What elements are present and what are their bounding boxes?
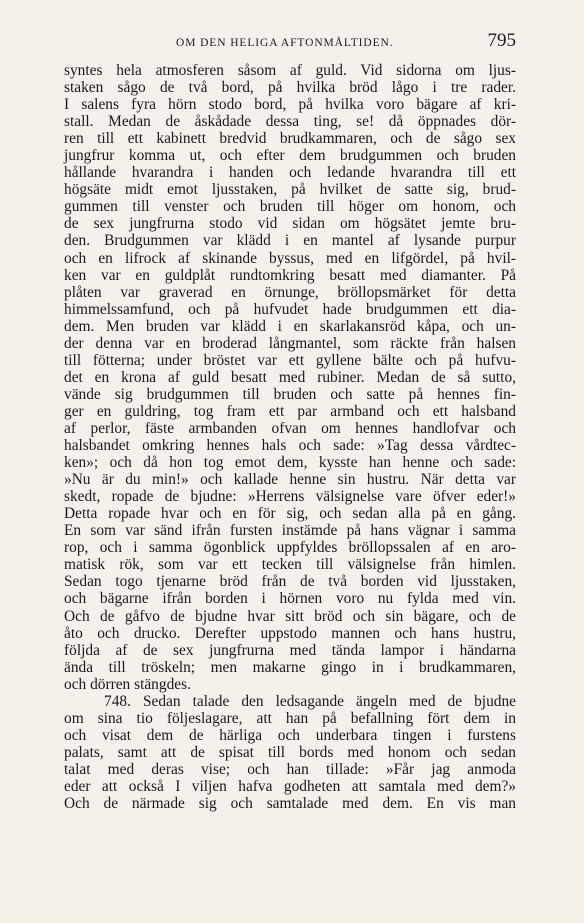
text-line: matisk rök, som var ett tecken till välsignelse från himlen. — [64, 556, 516, 574]
text-line: följda af de sex jungfrurna med tända lampor i händarna — [64, 641, 516, 659]
text-line: halsbandet omkring hennes hals och sade: »Tag dessa vårdtec- — [64, 437, 516, 455]
text-line: och bägarne ifrån borden i hörnen voro nu fylda med vin. — [64, 590, 516, 608]
text-line: Och de gåfvo de bjudne hvar sitt bröd och sin bägare, och de — [64, 607, 516, 625]
text-line: himmelssamfund, och på hufvudet hade brudgummen ett dia- — [64, 300, 516, 318]
text-line: 748. Sedan talade den ledsagande ängeln med de bjudne — [104, 692, 516, 710]
text-line: ken var en guldplåt rundtomkring besatt med diamanter. På — [64, 266, 516, 284]
text-line: och visat dem de härliga och underbara tingen i furstens — [64, 726, 516, 744]
text-line: Och de närmade sig och samtalade med dem. En vis man — [64, 795, 516, 813]
text-line: der denna var en broderad långmantel, som räckte från halsen — [64, 334, 516, 352]
text-line: En som var sänd ifrån fursten instämde på hans vägnar i samma — [64, 522, 516, 540]
text-line: syntes hela atmosferen såsom af guld. Vid sidorna om ljus- — [64, 62, 516, 79]
page-header — [64, 30, 516, 54]
text-line: palats, samt att de spisat till bords med honom och sedan — [64, 743, 516, 761]
text-line: ända till tröskeln; men makarne gingo in i brudkammaren, — [64, 658, 516, 676]
text-line: I salens fyra hörn stodo bord, på hvilka voro bägare af kri- — [64, 96, 516, 114]
text-line: Detta ropade hvar och en för sig, och sedan alla på en gång. — [64, 505, 516, 523]
text-line: och dörren stängdes. — [64, 675, 191, 693]
text-line: »Nu är du min!» och kallade henne sin hustru. När detta var — [64, 471, 516, 489]
text-line: jungfrur komma ut, och efter dem brudgummen och bruden — [64, 147, 516, 165]
text-line: talat med deras vise; och han tillade: »Får jag anmoda — [64, 760, 516, 778]
text-line: det en krona af guld besatt med rubiner. Medan de så sutto, — [64, 368, 516, 386]
running-title: OM DEN HELIGA AFTONMÅLTIDEN. — [176, 37, 394, 49]
text-line: rop, och i samma ögonblick uppfyldes bröllopssalen af en aro- — [64, 539, 516, 557]
text-line: om sina tio följeslagare, att han på befallning fört dem in — [64, 709, 516, 727]
text-line: gummen till venster och bruden till höger om honom, och — [64, 198, 516, 216]
text-line: stall. Medan de åskådade dessa ting, se! då öppnades dör- — [64, 113, 516, 131]
text-line: de sex jungfrurna stodo vid sidan om högsätet jemte bru- — [64, 215, 516, 233]
text-line: högsäte midt emot ljusstaken, på hvilket de satte sig, brud- — [64, 181, 516, 199]
text-line: staken sågo de två bord, på hvilka bröd lågo i tre rader. — [64, 79, 516, 97]
page-number: 795 — [487, 30, 516, 51]
body-text — [64, 62, 516, 812]
text-line: ren till ett kabinett bredvid brudkammaren, och de sågo sex — [64, 130, 516, 148]
text-line: af perlor, fäste armbanden ofvan om hennes handlofvar och — [64, 419, 516, 437]
text-line: dem. Men bruden var klädd i en skarlakansröd kåpa, och un- — [64, 317, 516, 335]
text-line: plåten var graverad en örnunge, bröllopsmärket för detta — [64, 283, 516, 301]
text-line: ger en guldring, tog fram ett par armband och ett halsband — [64, 402, 516, 420]
text-line: den. Brudgummen var klädd i en mantel af lysande purpur — [64, 232, 516, 250]
text-line: skedt, ropade de bjudne: »Herrens välsignelse vare öfver eder!» — [64, 488, 516, 506]
text-line: till fötterna; under bröstet var ett gyllene bälte och på hufvu- — [64, 351, 516, 369]
text-line: ken»; och då hon tog emot dem, kysste han henne och sade: — [64, 454, 516, 472]
text-line: Sedan togo tjenarne bröd från de två borden vid ljusstaken, — [64, 573, 516, 591]
text-line: och en lifrock af skinande byssus, med en lifgördel, på hvil- — [64, 249, 516, 267]
text-line: vände sig brudgummen till bruden och satte på hennes fin- — [64, 385, 516, 403]
text-line: eder att också I viljen hafva godheten att samtala med dem?» — [64, 777, 516, 795]
text-line: hållande hvarandra i handen och ledande hvarandra till ett — [64, 164, 516, 182]
text-line: åto och drucko. Derefter uppstodo mannen och hans hustru, — [64, 624, 516, 642]
